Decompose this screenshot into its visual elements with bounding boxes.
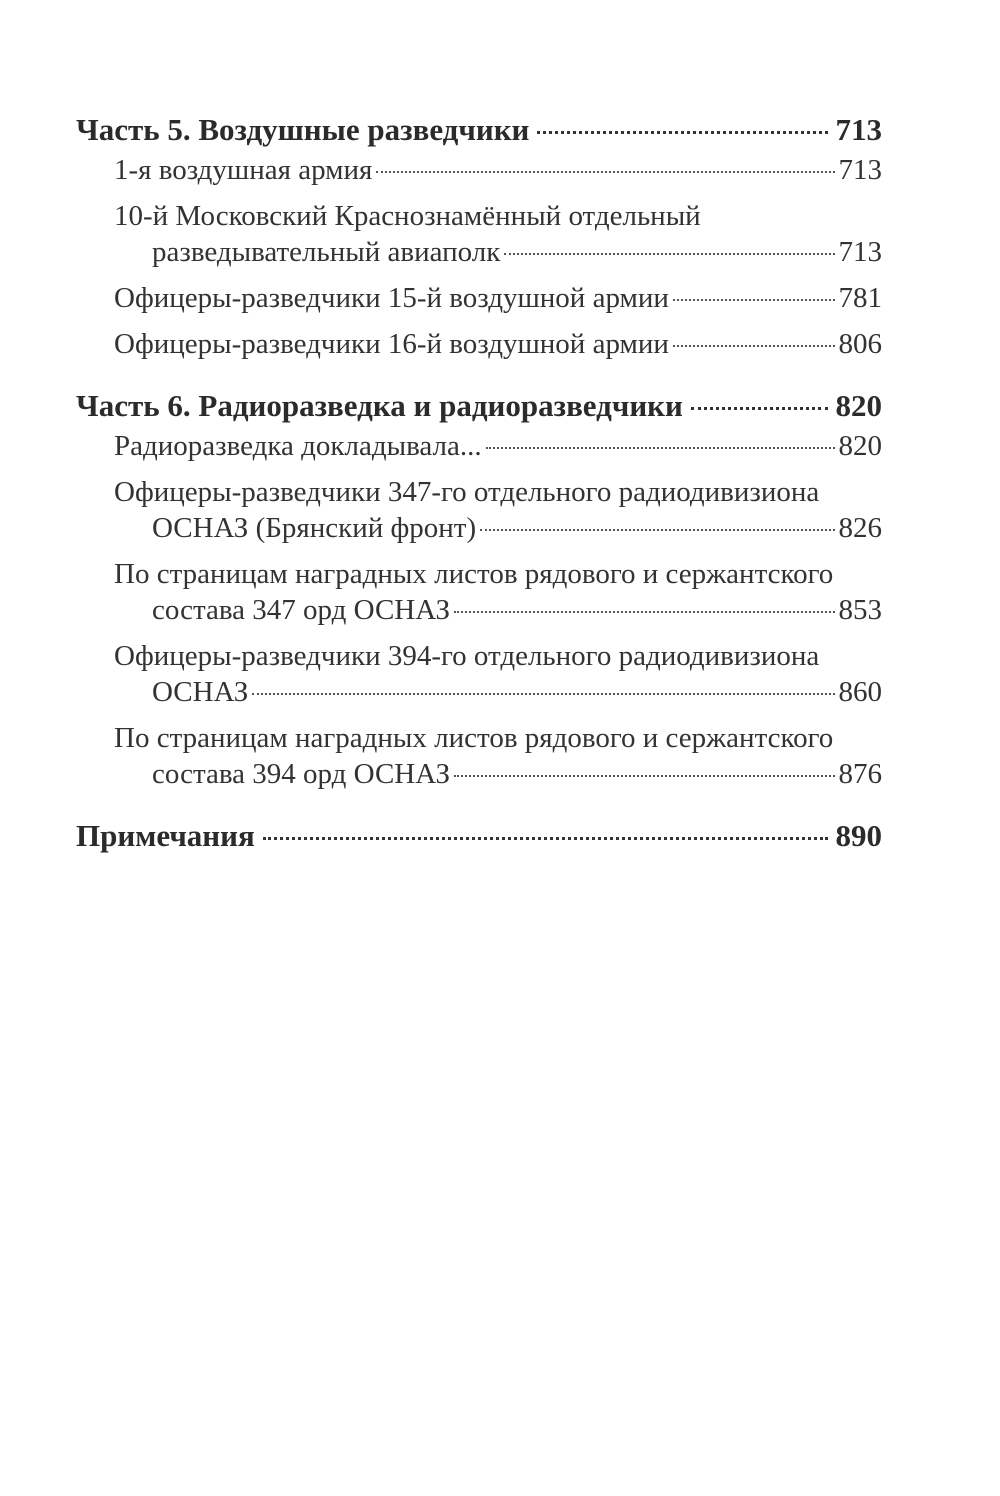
toc-entry[interactable]	[114, 152, 882, 188]
notes-heading[interactable]	[76, 814, 882, 858]
dot-leader	[504, 253, 834, 255]
toc-entry[interactable]	[114, 556, 882, 628]
dot-leader	[673, 345, 835, 347]
entry-title-line-1: Офицеры-разведчики 347-го отдельного радиодивизиона	[114, 476, 820, 508]
page-number: 890	[835, 818, 882, 853]
part-6-heading[interactable]	[76, 384, 882, 428]
toc-entry[interactable]	[114, 280, 882, 316]
page-number: 820	[835, 388, 882, 423]
page-number: 713	[838, 236, 882, 268]
notes-title: Примечания	[76, 818, 255, 853]
dot-leader	[480, 529, 834, 531]
entry-title: Офицеры-разведчики 15-й воздушной армии	[114, 282, 669, 314]
toc-entry[interactable]	[114, 474, 882, 546]
page-number: 860	[838, 676, 882, 708]
entry-title-line-1: По страницам наградных листов рядового и сержантского	[114, 722, 834, 754]
entry-title: ОСНАЗ (Брянский фронт)	[152, 512, 477, 544]
part-title: Часть 6. Радиоразведка и радиоразведчики	[76, 388, 683, 423]
toc-entry[interactable]	[114, 428, 882, 464]
page-number: 826	[838, 512, 882, 544]
dot-leader	[486, 447, 835, 449]
toc-entry[interactable]	[114, 198, 882, 270]
part-5-heading[interactable]	[76, 108, 882, 152]
entry-title-line-1: 10-й Московский Краснознамённый отдельный	[114, 200, 701, 232]
entry-title-line-1: Офицеры-разведчики 394-го отдельного радиодивизиона	[114, 640, 820, 672]
toc-entry[interactable]	[114, 720, 882, 792]
table-of-contents	[76, 108, 882, 858]
entry-title: разведывательный авиаполк	[152, 236, 501, 268]
part-title: Часть 5. Воздушные разведчики	[76, 112, 530, 147]
page-number: 781	[838, 282, 882, 314]
toc-entry[interactable]	[114, 638, 882, 710]
dot-leader	[263, 837, 828, 840]
entry-title: состава 347 орд ОСНАЗ	[152, 594, 451, 626]
entry-title: Офицеры-разведчики 16-й воздушной армии	[114, 328, 669, 360]
toc-entry[interactable]	[114, 326, 882, 362]
dot-leader	[537, 131, 827, 134]
page-number: 806	[838, 328, 882, 360]
dot-leader	[673, 299, 835, 301]
page-number: 820	[838, 430, 882, 462]
entry-title: состава 394 орд ОСНАЗ	[152, 758, 451, 790]
entry-title: ОСНАЗ	[152, 676, 249, 708]
dot-leader	[691, 407, 828, 410]
dot-leader	[454, 775, 834, 777]
page-number: 713	[838, 154, 882, 186]
dot-leader	[252, 693, 834, 695]
page-number: 876	[838, 758, 882, 790]
dot-leader	[376, 171, 834, 173]
page-number: 853	[838, 594, 882, 626]
entry-title: 1-я воздушная армия	[114, 154, 373, 186]
dot-leader	[454, 611, 834, 613]
page-number: 713	[835, 112, 882, 147]
entry-title: Радиоразведка докладывала...	[114, 430, 482, 462]
entry-title-line-1: По страницам наградных листов рядового и сержантского	[114, 558, 834, 590]
